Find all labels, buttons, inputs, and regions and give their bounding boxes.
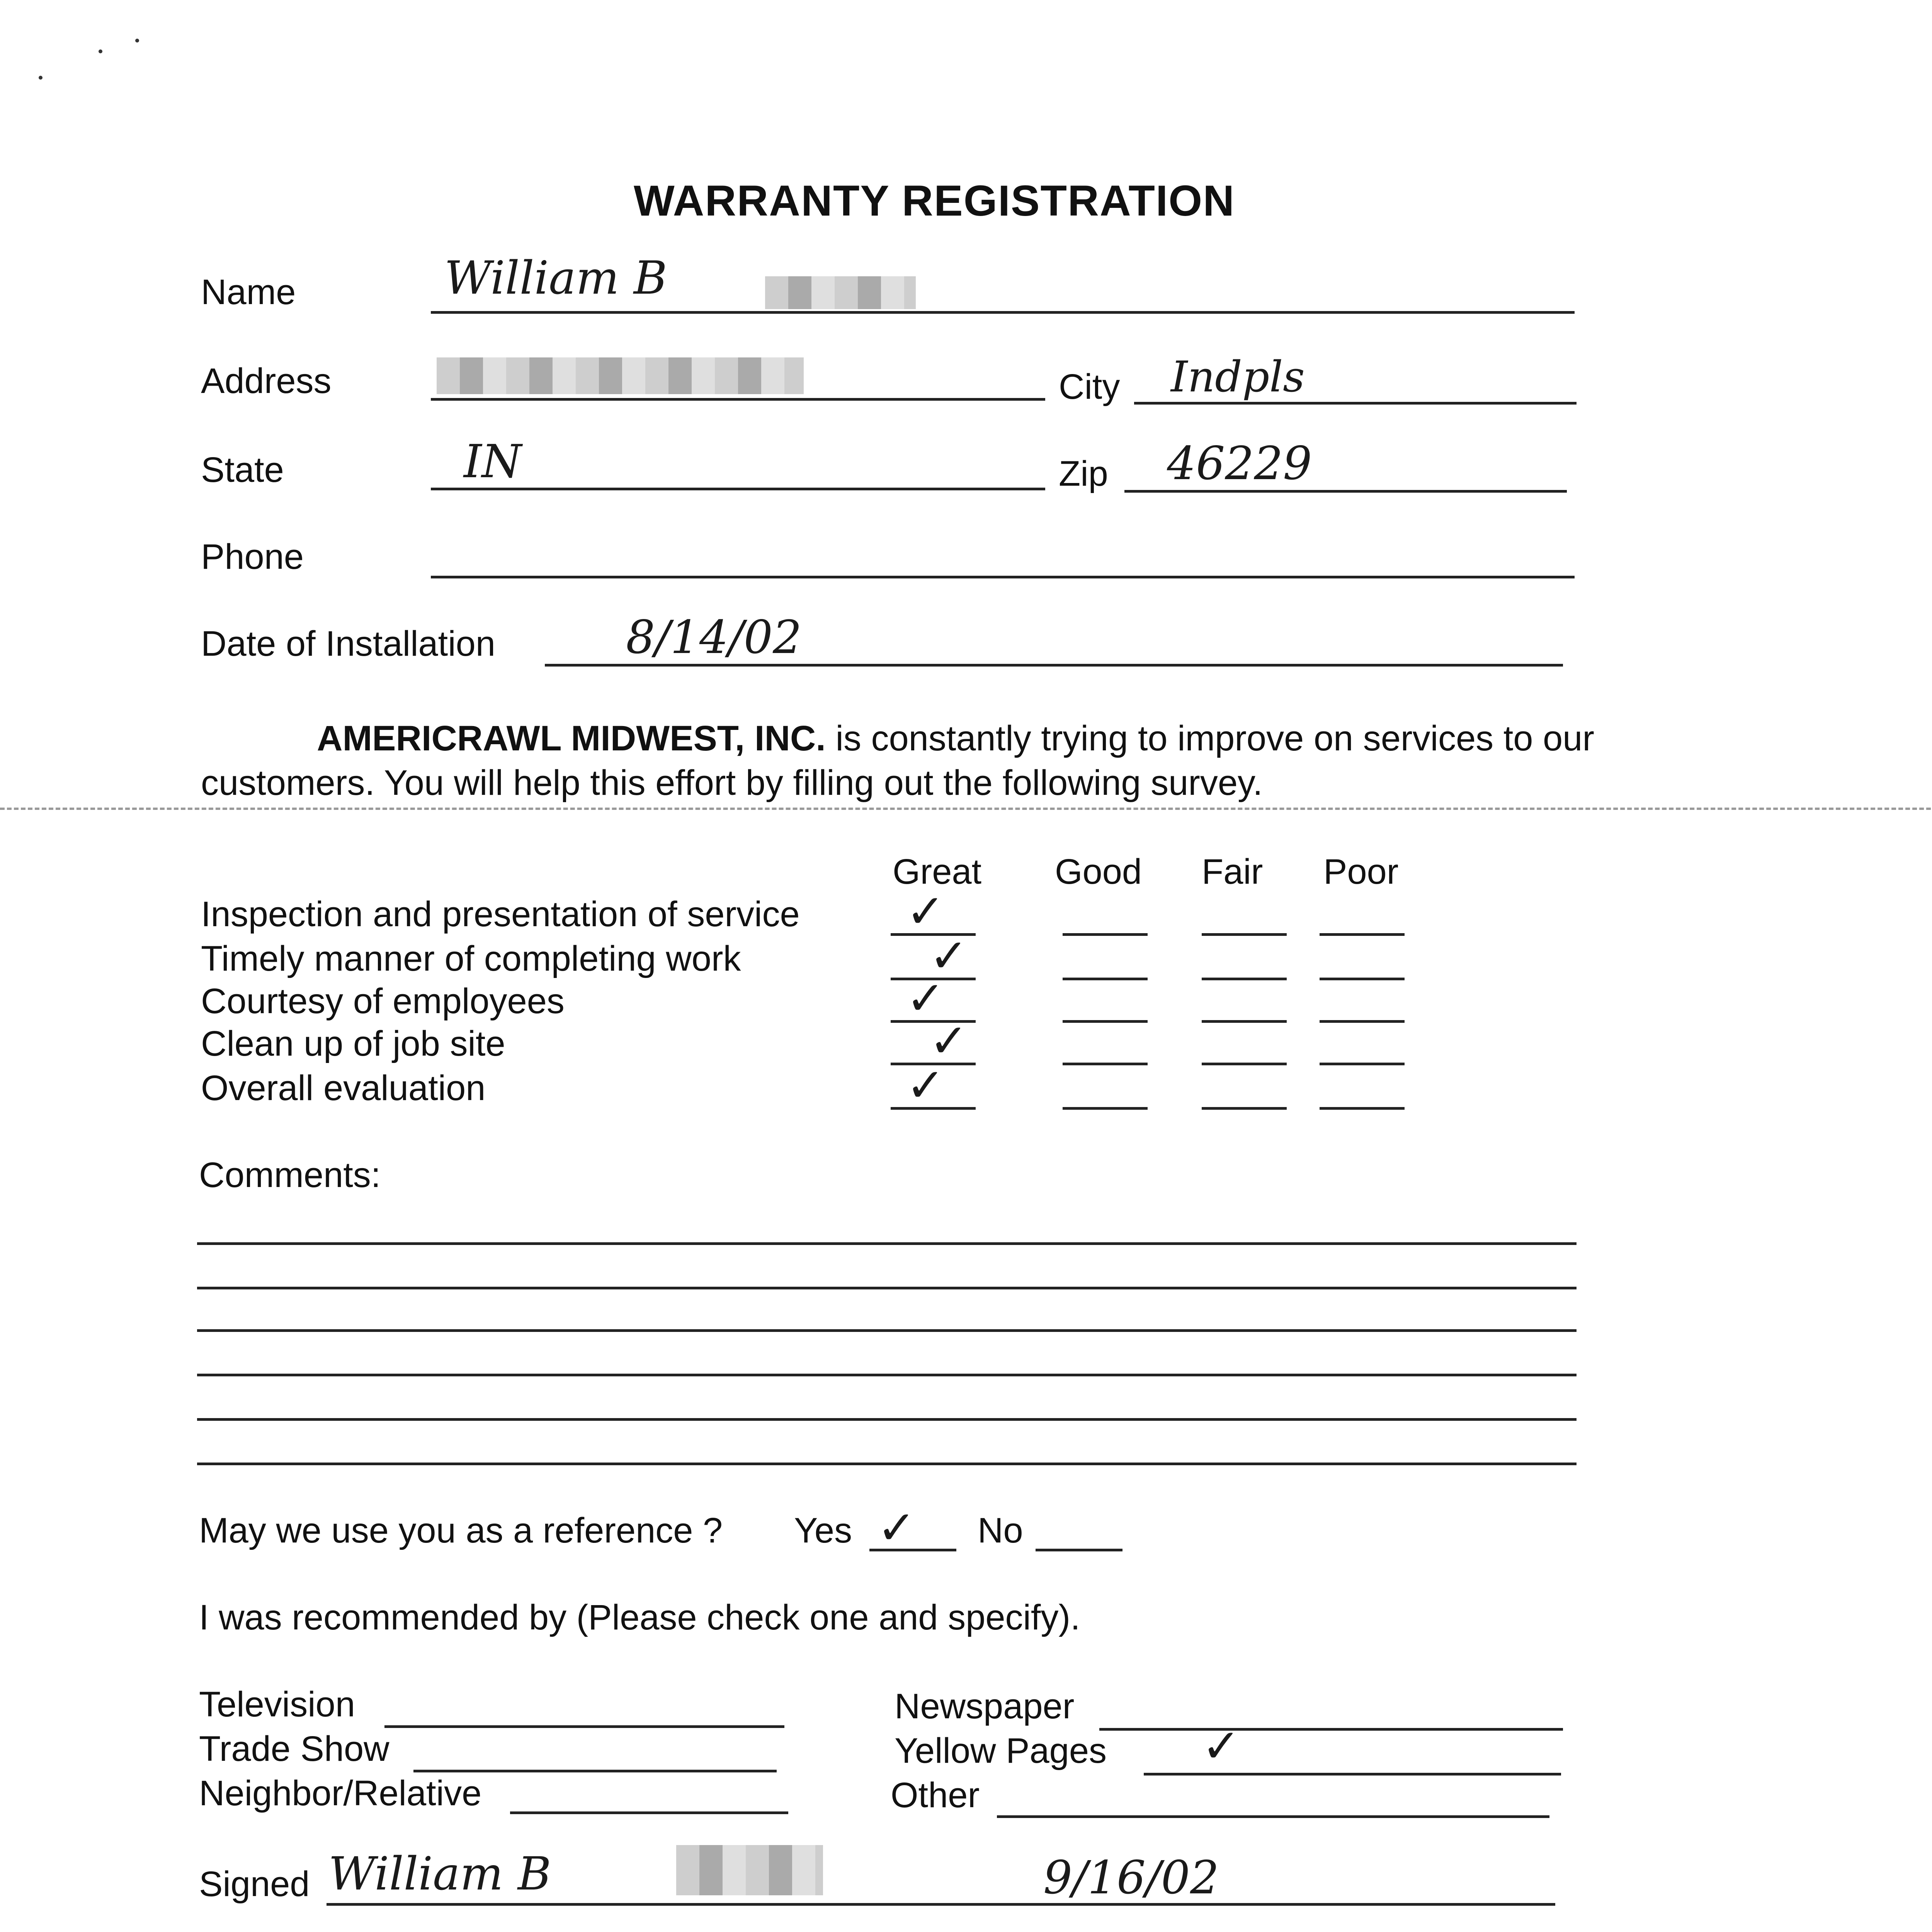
address-field-line — [431, 398, 1045, 401]
redaction-block — [676, 1845, 823, 1895]
name-value[interactable]: William B — [444, 251, 667, 304]
survey-row-label: Overall evaluation — [201, 1068, 486, 1108]
city-label: City — [1059, 367, 1120, 406]
reference-no-line[interactable] — [1036, 1549, 1122, 1551]
intro-line-1 — [317, 721, 1594, 756]
survey-row-label: Inspection and presentation of service — [201, 895, 800, 934]
option-television-line[interactable] — [384, 1725, 784, 1728]
install-date-value[interactable]: 8/14/02 — [626, 611, 802, 664]
survey-col-fair: Fair — [1202, 852, 1263, 891]
redaction-block — [437, 357, 804, 394]
address-label: Address — [201, 361, 332, 401]
option-yellow-pages-label: Yellow Pages — [895, 1731, 1107, 1770]
install-date-label: Date of Installation — [201, 624, 496, 663]
option-other-label: Other — [891, 1776, 980, 1815]
survey-check-mark: ✓ — [929, 1014, 968, 1068]
survey-check-mark: ✓ — [906, 972, 945, 1026]
signed-label: Signed — [199, 1864, 310, 1904]
comment-line[interactable] — [197, 1374, 1577, 1376]
survey-col-poor: Poor — [1323, 852, 1399, 891]
survey-answer-line-good[interactable] — [1063, 933, 1148, 936]
company-name: AMERICRAWL MIDWEST, INC. — [317, 719, 826, 758]
survey-answer-line-good[interactable] — [1063, 1063, 1148, 1065]
survey-answer-line-fair[interactable] — [1202, 933, 1287, 936]
zip-field-line — [1124, 490, 1567, 493]
option-other-line[interactable] — [997, 1815, 1549, 1818]
comment-line[interactable] — [197, 1463, 1577, 1465]
survey-answer-line-poor[interactable] — [1320, 933, 1405, 936]
survey-answer-line-poor[interactable] — [1320, 978, 1405, 980]
scan-speck — [135, 39, 139, 43]
option-neighbor-line[interactable] — [510, 1811, 788, 1814]
survey-col-good: Good — [1055, 852, 1142, 891]
option-newspaper-label: Newspaper — [895, 1687, 1075, 1726]
yellow-pages-check: ✓ — [1202, 1719, 1241, 1773]
phone-label: Phone — [201, 537, 304, 577]
option-neighbor-label: Neighbor/Relative — [199, 1774, 482, 1813]
comment-line[interactable] — [197, 1287, 1577, 1289]
comment-line[interactable] — [197, 1329, 1577, 1332]
scan-speck — [39, 76, 43, 80]
page-fold-line — [0, 808, 1932, 810]
option-television-label: Television — [199, 1685, 355, 1724]
city-value[interactable]: Indpls — [1171, 352, 1305, 401]
signature-date[interactable]: 9/16/02 — [1043, 1851, 1219, 1904]
zip-label: Zip — [1059, 454, 1108, 493]
option-trade-show-line[interactable] — [413, 1770, 777, 1772]
comment-line[interactable] — [197, 1418, 1577, 1421]
redaction-block — [765, 276, 916, 309]
city-field-line — [1134, 402, 1577, 405]
survey-answer-line-fair[interactable] — [1202, 1063, 1287, 1065]
survey-answer-line-good[interactable] — [1063, 1020, 1148, 1023]
intro-line-2: customers. You will help this effort by filling out the following survey. — [201, 763, 1263, 803]
survey-answer-line-good[interactable] — [1063, 978, 1148, 980]
survey-answer-line-fair[interactable] — [1202, 978, 1287, 980]
survey-row-label: Courtesy of employees — [201, 981, 565, 1021]
option-yellow-pages-line[interactable] — [1144, 1773, 1561, 1776]
survey-check-mark: ✓ — [906, 1059, 945, 1112]
name-field-line — [431, 311, 1575, 314]
recommended-prompt: I was recommended by (Please check one and specify). — [199, 1598, 1080, 1637]
survey-answer-line-fair[interactable] — [1202, 1020, 1287, 1023]
zip-value[interactable]: 46229 — [1167, 437, 1312, 490]
survey-row-label: Clean up of job site — [201, 1024, 505, 1063]
reference-question: May we use you as a reference ? — [199, 1511, 723, 1550]
survey-answer-line-poor[interactable] — [1320, 1063, 1405, 1065]
survey-answer-line-poor[interactable] — [1320, 1107, 1405, 1110]
name-label: Name — [201, 272, 296, 312]
state-value[interactable]: IN — [464, 435, 522, 488]
reference-no-label: No — [978, 1511, 1023, 1550]
signature-name[interactable]: William B — [328, 1847, 551, 1900]
comment-line[interactable] — [197, 1242, 1577, 1245]
survey-answer-line-good[interactable] — [1063, 1107, 1148, 1110]
intro-text-1: is constantly trying to improve on services to our — [825, 719, 1594, 758]
comments-label: Comments: — [199, 1155, 381, 1195]
survey-check-mark: ✓ — [906, 885, 945, 939]
survey-answer-line-poor[interactable] — [1320, 1020, 1405, 1023]
scan-speck — [99, 49, 102, 53]
signature-line — [327, 1903, 1555, 1906]
state-label: State — [201, 450, 284, 490]
option-trade-show-label: Trade Show — [199, 1729, 389, 1769]
page-title: WARRANTY REGISTRATION — [634, 177, 1235, 225]
survey-answer-line-fair[interactable] — [1202, 1107, 1287, 1110]
survey-check-mark: ✓ — [929, 929, 968, 983]
state-field-line — [431, 488, 1045, 490]
reference-yes-check: ✓ — [877, 1501, 916, 1555]
phone-field-line — [431, 576, 1575, 578]
survey-row-label: Timely manner of completing work — [201, 939, 741, 978]
install-date-field-line — [545, 664, 1563, 667]
reference-yes-label: Yes — [794, 1511, 852, 1550]
option-newspaper-line[interactable] — [1099, 1728, 1563, 1731]
survey-col-great: Great — [893, 852, 982, 891]
